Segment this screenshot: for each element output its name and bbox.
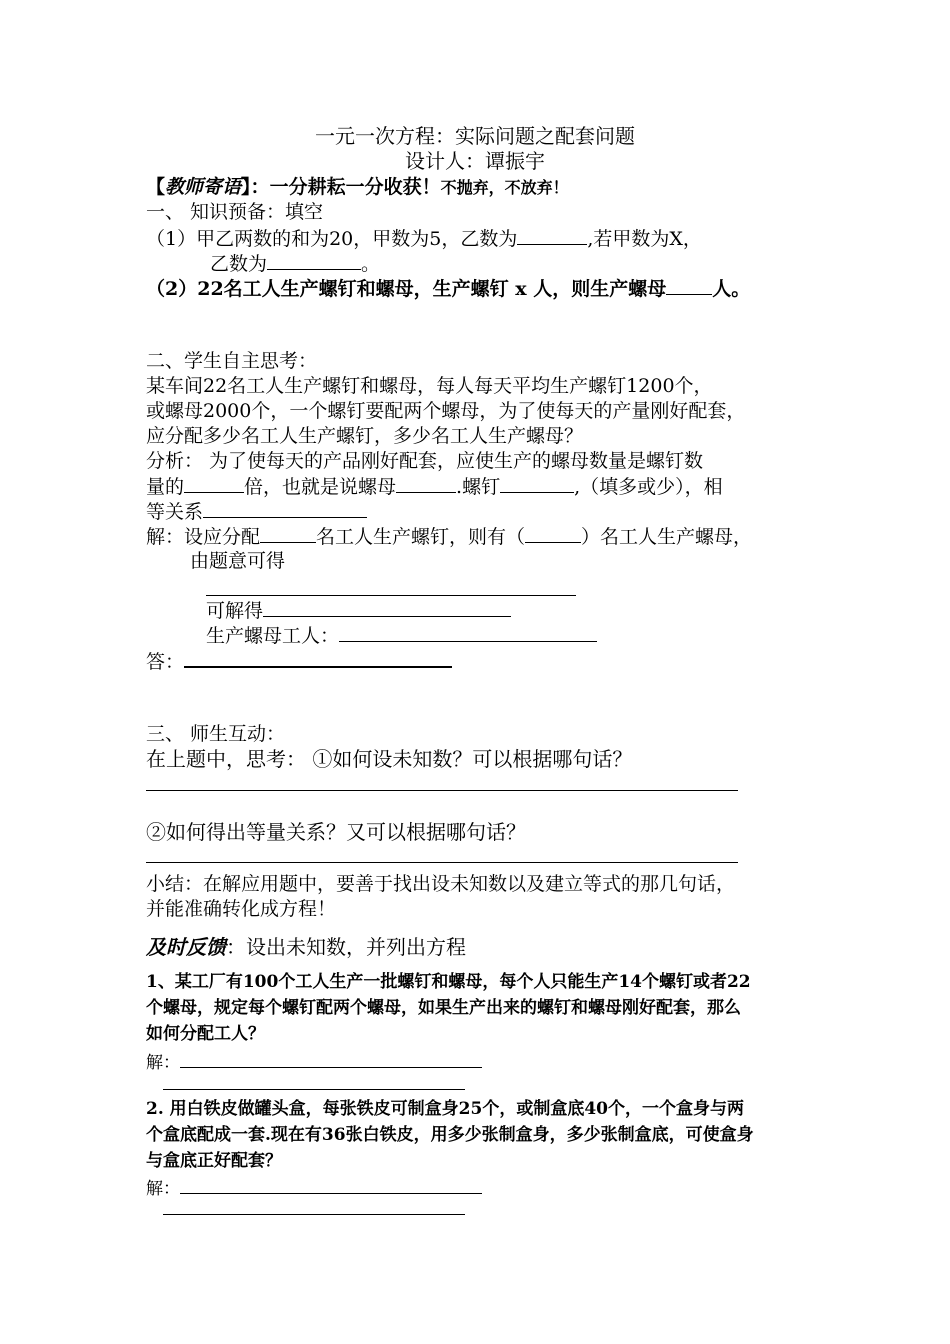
problem1-line3: 如何分配工人？: [146, 1024, 265, 1044]
analysis-text-d: ,（填多或少），相: [574, 476, 723, 498]
think-1-answer-line[interactable]: [146, 790, 738, 791]
solve-blank-3[interactable]: [263, 598, 511, 617]
problem1-answer-line[interactable]: [163, 1089, 465, 1090]
q1-text-c: 乙数为: [210, 253, 268, 275]
problem2-solve: [146, 1175, 482, 1200]
section3-summary-line1: 小结：在解应用题中，要善于找出设未知数以及建立等式的那几句话，: [146, 873, 736, 895]
problem1-line2: 个螺母，规定每个螺钉配两个螺母，如果生产出来的螺钉和螺母刚好配套，那么: [146, 998, 741, 1018]
section2-analysis-line3: [146, 499, 367, 524]
problem2-line2: 个盒底配成一套.现在有36张白铁皮，用多少张制盒身，多少张制盒底，可使盒身: [146, 1125, 754, 1145]
problem2-line3: 与盒底正好配套？: [146, 1151, 282, 1171]
analysis-text-c: .螺钉: [456, 476, 501, 498]
feedback-label: 及时反馈: [146, 935, 226, 959]
analysis-blank-3[interactable]: [500, 474, 574, 493]
designer-line: 设计人：谭振宇: [405, 149, 545, 173]
problem1-solve-blank[interactable]: [180, 1049, 482, 1068]
solve-text-b: 名工人生产螺钉，则有（: [316, 526, 526, 548]
q2-blank[interactable]: [666, 276, 712, 295]
section1-q1-line2: [210, 251, 380, 276]
section2-problem-line2: 或螺母2000个，一个螺钉要配两个螺母，为了使每天的产量刚好配套，: [146, 400, 746, 422]
motto-tail: 不抛弃，不放弃！: [440, 178, 569, 197]
section2-answer-line: [146, 648, 452, 674]
teacher-motto: [146, 175, 569, 200]
feedback-heading: [146, 935, 466, 959]
section3-heading: 三、 师生互动：: [146, 723, 286, 745]
analysis-blank-4[interactable]: [203, 499, 367, 518]
q2-text-a: （2）22名工人生产螺钉和螺母，生产螺钉 x 人，则生产螺母: [146, 278, 667, 300]
section1-heading: 一、 知识预备：填空: [146, 201, 324, 223]
think-2-answer-line[interactable]: [146, 862, 738, 863]
section2-problem-line3: 应分配多少名工人生产螺钉，多少名工人生产螺母？: [146, 425, 584, 447]
section2-heading: 二、学生自主思考：: [146, 350, 318, 372]
solve-text-a: 解：设应分配: [146, 526, 261, 548]
section2-problem-line1: 某车间22名工人生产螺钉和螺母，每人每天平均生产螺钉1200个，: [146, 375, 713, 397]
motto-colon: ：: [250, 176, 270, 198]
answer-blank[interactable]: [184, 648, 452, 668]
solve-blank-4[interactable]: [339, 623, 597, 642]
page-title: 一元一次方程：实际问题之配套问题: [315, 124, 635, 148]
q1-blank-2[interactable]: [267, 251, 361, 270]
answer-label: 答：: [146, 651, 185, 673]
problem2-solve-label: 解：: [146, 1179, 180, 1199]
q1-text-b: ,若甲数为X，: [587, 228, 702, 250]
motto-bracket-close: 】: [241, 176, 251, 198]
q2-text-b: 人。: [712, 278, 751, 300]
section2-solve-line4: [206, 623, 597, 648]
q1-blank-1[interactable]: [517, 226, 587, 245]
problem1-line1: 1、某工厂有100个工人生产一批螺钉和螺母，每个人只能生产14个螺钉或者22: [146, 972, 751, 992]
problem1-solve-label: 解：: [146, 1053, 180, 1073]
q1-text-a: （1）甲乙两数的和为20，甲数为5，乙数为: [146, 228, 518, 250]
section2-analysis-line1: 分析： 为了使每天的产品刚好配套，应使生产的螺母数量是螺钉数: [146, 450, 704, 472]
solve-text-e: 生产螺母工人：: [206, 625, 340, 647]
solve-text-d: 可解得: [206, 600, 264, 622]
section1-q2: [146, 276, 750, 301]
section2-solve-line3: [206, 598, 511, 623]
feedback-text: ：设出未知数，并列出方程: [226, 935, 466, 959]
problem2-solve-blank[interactable]: [180, 1175, 482, 1194]
solve-blank-2[interactable]: [525, 524, 581, 543]
section1-q1-line1: [146, 226, 702, 251]
motto-bracket-open: 【: [146, 176, 166, 198]
section2-solve-line1: [146, 524, 752, 549]
analysis-text-a: 量的: [146, 476, 185, 498]
problem2-answer-line[interactable]: [163, 1214, 465, 1215]
analysis-blank-1[interactable]: [184, 474, 244, 493]
section3-think-1: 在上题中，思考： ①如何设未知数？可以根据哪句话？: [146, 747, 633, 771]
section2-analysis-line2: [146, 474, 723, 499]
analysis-text-b: 倍，也就是说螺母: [244, 476, 397, 498]
problem2-line1: 2. 用白铁皮做罐头盒，每张铁皮可制盒身25个，或制盒底40个，一个盒身与两: [146, 1099, 744, 1119]
section2-solve-line2: 由题意可得: [190, 550, 286, 572]
problem1-solve: [146, 1049, 482, 1074]
solve-blank-1[interactable]: [260, 524, 316, 543]
equation-answer-line[interactable]: [206, 595, 576, 596]
motto-label: 教师寄语: [165, 176, 242, 198]
solve-text-c: ）名工人生产螺母，: [581, 526, 753, 548]
analysis-text-e: 等关系: [146, 501, 204, 523]
analysis-blank-2[interactable]: [396, 474, 456, 493]
section3-summary-line2: 并能准确转化成方程！: [146, 898, 337, 920]
motto-text: 一分耕耘一分收获！: [269, 176, 441, 198]
q1-text-d: 。: [361, 253, 381, 275]
section3-think-2: ②如何得出等量关系？又可以根据哪句话？: [146, 820, 526, 844]
